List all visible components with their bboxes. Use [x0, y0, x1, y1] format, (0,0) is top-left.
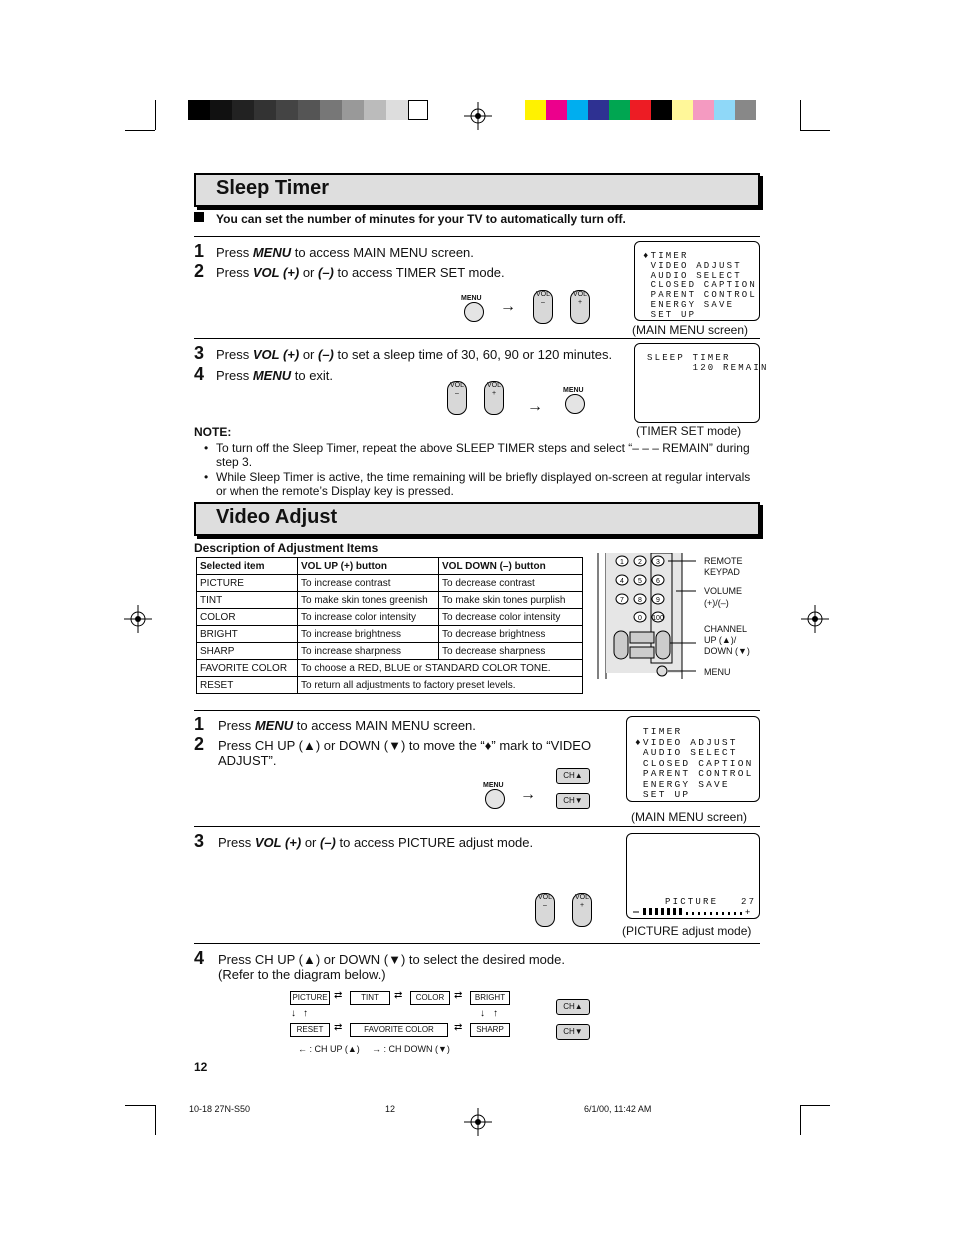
adjustment-table: [196, 557, 583, 694]
main-menu-screen: ♦TIMER VIDEO ADJUST AUDIO SELECT CLOSED CAPTION PARENT CONTROL ENERGY SAVE SET UP: [634, 241, 760, 321]
video-adjust-heading: Video Adjust: [194, 502, 760, 536]
vol-plus-button[interactable]: VOL +: [484, 381, 504, 415]
step-number: 2: [194, 734, 205, 754]
ch-up-button[interactable]: CH▲: [556, 768, 590, 784]
divider: [194, 826, 760, 827]
screen-caption: (MAIN MENU screen): [631, 810, 748, 824]
menu-button-label: MENU: [461, 295, 482, 302]
legend-ch-down: → : CH DOWN (▼): [372, 1044, 450, 1054]
divider: [194, 338, 760, 339]
page-number: 12: [194, 1060, 208, 1074]
svg-text:+: +: [745, 907, 751, 916]
footer-code: 10-18 27N-S50: [189, 1104, 251, 1114]
registration-mark-icon: [464, 1108, 492, 1136]
ch-down-button[interactable]: CH▼: [556, 1024, 590, 1040]
table-header-row: Selected item VOL UP (+) button VOL DOWN (–) button: [197, 558, 583, 575]
note-item: While Sleep Timer is active, the time remaining will be briefly displayed on-screen at regular intervals or when the remote’s Display key is pressed.: [216, 470, 751, 498]
svg-text:⇄: ⇄: [454, 990, 463, 1001]
vol-minus-button[interactable]: VOL –: [533, 290, 553, 324]
channel-label: CHANNEL UP (▲)/ DOWN (▼): [704, 624, 750, 656]
crop-mark: [155, 1105, 156, 1135]
divider: [194, 710, 760, 711]
svg-text:3: 3: [656, 559, 660, 566]
footer-page: 12: [385, 1104, 396, 1114]
crop-mark: [155, 100, 156, 130]
crop-mark: [800, 1105, 801, 1135]
svg-text:⇄: ⇄: [454, 1022, 463, 1033]
step-number: 4: [194, 948, 205, 968]
screen-caption: (MAIN MENU screen): [632, 323, 749, 337]
table-row: SHARP To increase sharpness To decrease sharpness: [197, 643, 583, 660]
step-number: 4: [194, 364, 205, 384]
crop-mark: [125, 130, 155, 131]
svg-text:⇄: ⇄: [394, 990, 403, 1001]
step-text: Press VOL (+) or (–) to access TIMER SET mode.: [216, 265, 505, 280]
svg-text:⇄: ⇄: [334, 1022, 343, 1033]
svg-text:4: 4: [620, 578, 624, 585]
step-text: Press MENU to access MAIN MENU screen.: [218, 718, 476, 733]
step-text: Press VOL (+) or (–) to set a sleep time of 30, 60, 90 or 120 minutes.: [216, 347, 613, 362]
mode-reset: RESET: [290, 1023, 330, 1037]
svg-text:⇄: ⇄: [334, 990, 343, 1001]
registration-mark-icon: [464, 102, 492, 130]
svg-text:↓: ↓: [291, 1008, 296, 1019]
menu-button-label: MENU: [483, 782, 504, 789]
vol-plus-button[interactable]: VOL +: [572, 893, 592, 927]
svg-text:8: 8: [638, 597, 642, 604]
svg-text:2: 2: [638, 559, 642, 566]
arrow-right-icon: →: [527, 398, 543, 415]
step-text: Press CH UP (▲) or DOWN (▼) to move the “♦” mark to “VIDEO ADJUST”.: [218, 738, 592, 768]
mode-color: COLOR: [410, 991, 450, 1005]
step-text: Press CH UP (▲) or DOWN (▼) to select the desired mode. (Refer to the diagram below.): [218, 952, 565, 982]
svg-text:7: 7: [620, 597, 624, 604]
registration-mark-icon: [801, 605, 829, 633]
step-number: 1: [194, 241, 205, 261]
crop-mark: [800, 1105, 830, 1106]
vol-minus-button[interactable]: VOL –: [535, 893, 555, 927]
table-row: COLOR To increase color intensity To decrease color intensity: [197, 609, 583, 626]
note-title: NOTE:: [194, 425, 232, 439]
svg-text:↑: ↑: [303, 1008, 308, 1019]
mode-tint: TINT: [350, 991, 390, 1005]
svg-text:5: 5: [638, 578, 642, 585]
svg-text:100: 100: [652, 615, 664, 622]
screen-caption: (TIMER SET mode): [636, 424, 742, 438]
legend-ch-up: ← : CH UP (▲): [298, 1044, 360, 1054]
table-row: RESET To return all adjustments to factory preset levels.: [197, 677, 583, 694]
level-bar: [631, 906, 755, 916]
mode-sharp: SHARP: [470, 1023, 510, 1037]
svg-text:↑: ↑: [493, 1008, 498, 1019]
step-text: Press MENU to access MAIN MENU screen.: [216, 245, 474, 260]
svg-text:1: 1: [620, 559, 624, 566]
footer-date: 6/1/00, 11:42 AM: [584, 1104, 652, 1114]
step-number: 3: [194, 343, 205, 363]
arrow-right-icon: →: [500, 298, 516, 315]
note-item: To turn off the Sleep Timer, repeat the above SLEEP TIMER steps and select “– – – REMAIN” during step 3.: [216, 441, 750, 469]
svg-text:6: 6: [656, 578, 660, 585]
arrow-right-icon: →: [520, 786, 536, 803]
step-text: Press MENU to exit.: [216, 368, 334, 383]
mode-bright: BRIGHT: [470, 991, 510, 1005]
svg-text:0: 0: [638, 615, 642, 622]
svg-text:↓: ↓: [480, 1008, 485, 1019]
ch-down-button[interactable]: CH▼: [556, 793, 590, 809]
table-row: TINT To make skin tones greenish To make skin tones purplish: [197, 592, 583, 609]
mode-favorite-color: FAVORITE COLOR: [350, 1023, 448, 1037]
volume-label: VOLUME (+)/(–): [704, 586, 743, 608]
vol-minus-button[interactable]: VOL –: [447, 381, 467, 415]
bullet-icon: •: [204, 441, 209, 455]
menu-button[interactable]: [565, 394, 585, 414]
main-menu-screen: TIMER ♦VIDEO ADJUST AUDIO SELECT CLOSED CAPTION PARENT CONTROL ENERGY SAVE SET UP: [626, 716, 760, 802]
ch-up-button[interactable]: CH▲: [556, 999, 590, 1015]
divider: [194, 236, 760, 237]
remote-control-illustration: [596, 553, 706, 681]
crop-mark: [800, 130, 830, 131]
table-heading: Description of Adjustment Items: [194, 541, 379, 555]
screen-caption: (PICTURE adjust mode): [622, 924, 752, 938]
step-text: Press VOL (+) or (–) to access PICTURE adjust mode.: [218, 835, 534, 850]
menu-button[interactable]: [485, 789, 505, 809]
bullet-square-icon: [194, 212, 204, 222]
vol-plus-button[interactable]: VOL +: [570, 290, 590, 324]
step-number: 2: [194, 261, 205, 281]
table-row: BRIGHT To increase brightness To decrease brightness: [197, 626, 583, 643]
sleep-timer-intro: You can set the number of minutes for your TV to automatically turn off.: [216, 212, 626, 226]
table-row: PICTURE To increase contrast To decrease contrast: [197, 575, 583, 592]
timer-set-screen: SLEEP TIMER 120 REMAIN: [634, 343, 760, 423]
picture-adjust-screen: PICTURE 27 +: [626, 833, 760, 919]
table-row: FAVORITE COLOR To choose a RED, BLUE or STANDARD COLOR TONE.: [197, 660, 583, 677]
remote-keypad-label: REMOTE KEYPAD: [704, 556, 743, 577]
sleep-timer-heading: Sleep Timer: [194, 173, 760, 207]
step-number: 3: [194, 831, 205, 851]
registration-mark-icon: [124, 605, 152, 633]
divider: [194, 943, 760, 944]
bullet-icon: •: [204, 470, 209, 484]
menu-button-label: MENU: [563, 387, 584, 394]
crop-mark: [800, 100, 801, 130]
menu-label: MENU: [704, 667, 731, 677]
step-number: 1: [194, 714, 205, 734]
svg-text:9: 9: [656, 597, 660, 604]
crop-mark: [125, 1105, 155, 1106]
menu-button[interactable]: [464, 302, 484, 322]
mode-picture: PICTURE: [290, 991, 330, 1005]
